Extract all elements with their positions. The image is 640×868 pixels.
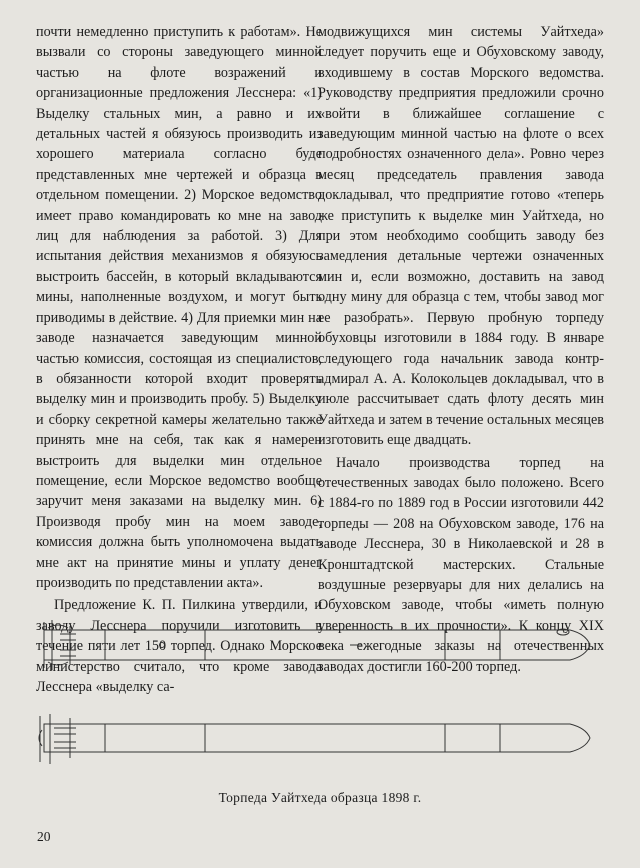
right-text-column [318, 22, 604, 677]
paragraph: Предложение К. П. Пилкина утвердили, и заводу Лесснера поручили изготовить в течение пяти лет 150 торпед. Однако Морское министерство считало, что кроме завода Лесснера «выделку са- [36, 597, 322, 695]
torpedo-top-view [39, 714, 590, 764]
paragraph: Начало производства торпед на отечественных заводах было положено. Всего с 1884-го по 1889 год в России изготовили 442 торпеды — 208 на Обуховском заводе, 176 на заводе Лесснера, 30 в Николаевской и 28 в Кронштадтской мастерских. Стальные воздушные резервуары для них делались на Обуховском заводе, чтобы «иметь полную уверенность в их прочности». К концу XIX века ежегодные заказы на отечественных заводах достигли 160-200 торпед. [318, 454, 604, 675]
left-text-column [36, 22, 322, 697]
torpedo-side-view [44, 620, 590, 670]
figure-caption: Торпеда Уайтхеда образца 1898 г. [218, 790, 422, 805]
paragraph: почти немедленно приступить к работам». Не вызвали со стороны заведующего минной частью на флоте возражений и организационные предложения Лесснера: «1) Выделку стальных мин, а равно и их детальных частей я обязуюсь производить из хорошего материала согласно буде представленных мне чертежей и образца в отдельном помещении. 2) Морское ведомство имеет право командировать ко мне на завод лиц для наблюдения за работой. 3) Для испытания действия механизмов я обязуюсь выстроить бассейн, в который вкладываются мины, наполненные воздухом, и могут быть приводимы в действие. 4) Для приемки мин на заводе назначается заведующим минной частью комиссия, состоящая из специалистов, в обязанности которой входит проверять выделку мин и производить пробу. 5) Выделку и сборку секретной камеры желательно также принять мне на себя, так как я намерен выстроить для выделки мин отдельное помещение, если Морское ведомство вообще заручит меня заказами на выделку мин. 6) Производя пробу мин на моем заводе, комиссия должна быть уполномочена выдать мне акт на принятие мины и уплату денег производить по представлении акта». [36, 24, 322, 591]
paragraph: модвижущихся мин системы Уайтхеда» следует поручить еще и Обуховскому заводу, входившему в состав Морского ведомства. Руководству предприятия предложили срочно «войти в ближайшее соглашение с заведующим минной частью на флоте о всех подробностях означенного дела». Ровно через месяц председатель правления завода докладывал, что предприятие готово «теперь же приступить к выделке мин Уайтхеда, но при этом необходимо сообщить заводу без замедления детальные чертежи означенных мин и, если возможно, доставить на завод одну мину для образца с тем, чтобы завод мог ее разобрать». Первую пробную торпеду обуховцы изготовили в 1884 году. В январе следующего года начальник завода контр-адмирал А. А. Колокольцев докладывал, что в июле рассчитывает сдать флоту десять мин Уайтхеда и затем в течение остальных месяцев изготовить еще двадцать. [318, 24, 604, 449]
page-number: 20 [37, 829, 51, 844]
torpedo-illustration [30, 612, 610, 787]
